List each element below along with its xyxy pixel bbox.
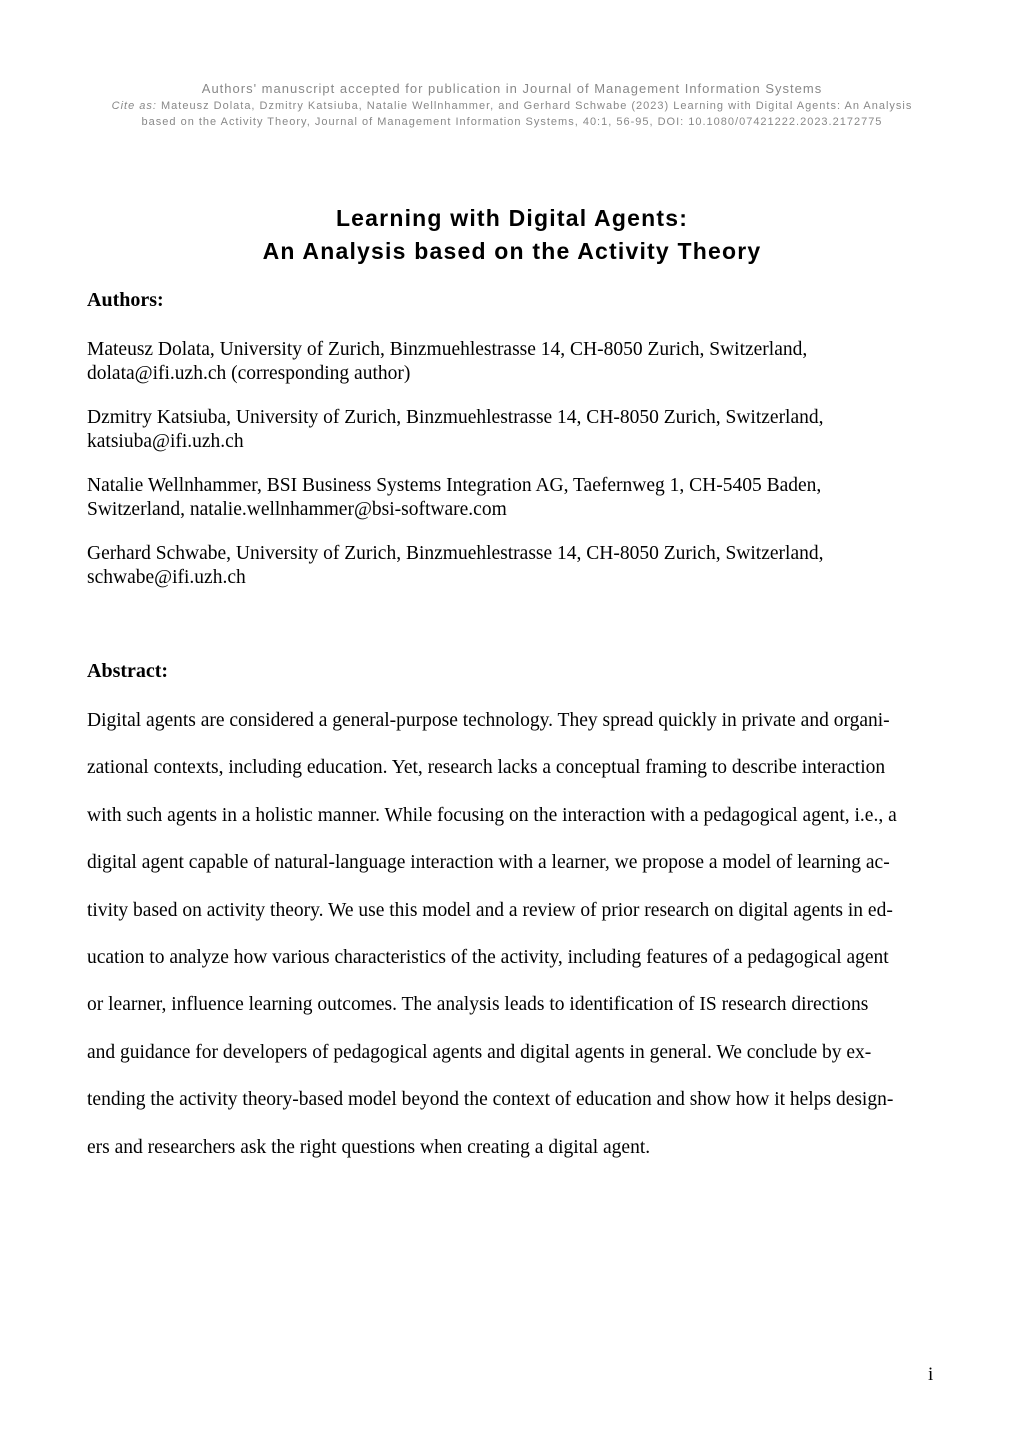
abstract-line: ers and researchers ask the right questions when creating a digital agent. <box>87 1136 651 1158</box>
abstract-heading: Abstract: <box>87 660 169 682</box>
author-entry <box>87 338 947 386</box>
authors-heading: Authors: <box>87 289 164 311</box>
author-affiliation-line: Mateusz Dolata, University of Zurich, Binzmuehlestrasse 14, CH-8050 Zurich, Switzerland, <box>87 339 808 360</box>
author-email-line: schwabe@ifi.uzh.ch <box>87 567 246 588</box>
author-email-line: Switzerland, natalie.wellnhammer@bsi-software.com <box>87 499 507 520</box>
author-email-line: dolata@ifi.uzh.ch (corresponding author) <box>87 363 411 384</box>
abstract-line: and guidance for developers of pedagogical agents and digital agents in general. We conclude by ex- <box>87 1041 872 1063</box>
author-entry <box>87 406 947 454</box>
abstract-body <box>87 700 947 1174</box>
manuscript-note: Authors' manuscript accepted for publication in Journal of Management Information Systems <box>201 81 823 96</box>
citation-text-1: Mateusz Dolata, Dzmitry Katsiuba, Natalie Wellnhammer, and Gerhard Schwabe (2023) Learning with Digital Agents: An Analysis <box>156 100 913 112</box>
author-entry <box>87 474 947 522</box>
cite-label: Cite as: <box>111 100 157 112</box>
page-number: i <box>928 1364 934 1385</box>
abstract-line: digital agent capable of natural-language interaction with a learner, we propose a model of learning ac- <box>87 852 890 874</box>
citation-line-2: based on the Activity Theory, Journal of Management Information Systems, 40:1, 56-95, DOI: 10.1080/07421222.2023.2172775 <box>141 116 883 128</box>
abstract-line: zational contexts, including education. Yet, research lacks a conceptual framing to describe interaction <box>87 757 886 779</box>
abstract-line: tending the activity theory-based model beyond the context of education and show how it helps design- <box>87 1089 894 1111</box>
title-line-1: Learning with Digital Agents: <box>335 205 689 231</box>
abstract-line: ucation to analyze how various characteristics of the activity, including features of a pedagogical agent <box>87 946 889 968</box>
abstract-line: tivity based on activity theory. We use this model and a review of prior research on digital agents in ed- <box>87 899 893 921</box>
running-header <box>0 80 1024 130</box>
author-affiliation-line: Gerhard Schwabe, University of Zurich, Binzmuehlestrasse 14, CH-8050 Zurich, Switzerland, <box>87 543 824 564</box>
abstract-line: with such agents in a holistic manner. While focusing on the interaction with a pedagogical agent, i.e., a <box>87 804 897 826</box>
author-affiliation-line: Dzmitry Katsiuba, University of Zurich, Binzmuehlestrasse 14, CH-8050 Zurich, Switzerland, <box>87 407 824 428</box>
abstract-line: Digital agents are considered a general-purpose technology. They spread quickly in private and organi- <box>87 710 890 731</box>
paper-title <box>0 202 1024 268</box>
title-line-2: An Analysis based on the Activity Theory <box>262 238 762 264</box>
abstract-line: or learner, influence learning outcomes. The analysis leads to identification of IS research directions <box>87 994 869 1016</box>
author-entry <box>87 542 947 590</box>
author-email-line: katsiuba@ifi.uzh.ch <box>87 431 244 452</box>
author-affiliation-line: Natalie Wellnhammer, BSI Business Systems Integration AG, Taefernweg 1, CH-5405 Baden, <box>87 475 822 496</box>
citation-line-1 <box>0 98 1024 114</box>
